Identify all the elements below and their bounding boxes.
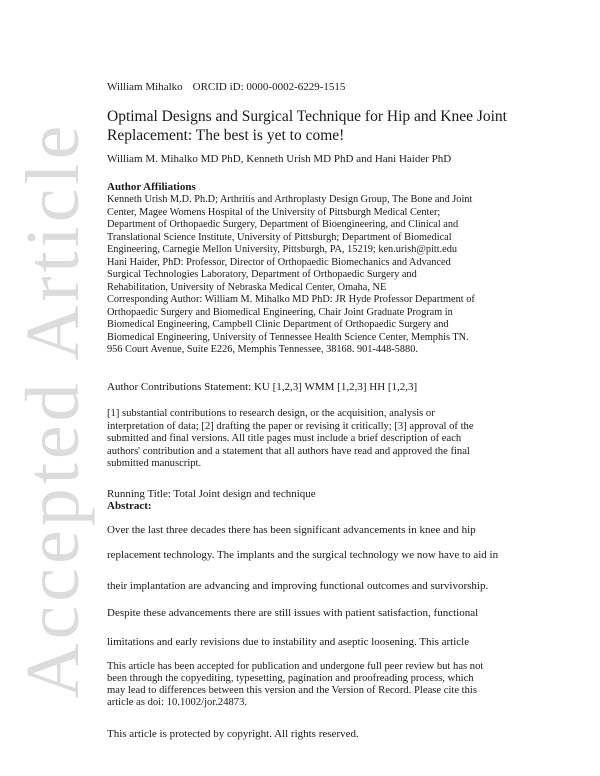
author-list: William M. Mihalko MD PhD, Kenneth Urish MD PhD and Hani Haider PhD: [107, 153, 452, 165]
header-author: William Mihalko: [107, 81, 183, 93]
accepted-article-watermark: Accepted Article: [11, 121, 95, 699]
abstract-line: replacement technology. The implants and the surgical technology we now have to aid in: [107, 549, 499, 561]
disclaimer-line: may lead to differences between this version and the Version of Record. Please cite this: [107, 685, 477, 696]
affiliation-line: Hani Haider, PhD: Professor, Director of Orthopaedic Biomechanics and Advanced: [107, 256, 451, 268]
paper-title: [107, 107, 527, 145]
author-contributions-statement: Author Contributions Statement: KU [1,2,3] WMM [1,2,3] HH [1,2,3]: [107, 381, 418, 393]
affiliations-text: [107, 194, 527, 357]
abstract-line: limitations and early revisions due to instability and aseptic loosening. This article: [107, 636, 470, 648]
criteria-line: submitted and final versions. All title pages must include a brief description of each: [107, 433, 462, 444]
publication-disclaimer: [107, 661, 527, 709]
criteria-line: authors' contribution and a statement that all authors have read and approved the final: [107, 445, 470, 457]
affiliation-line: 956 Court Avenue, Suite E226, Memphis Tennessee, 38168. 901-448-5880.: [107, 344, 418, 355]
contribution-criteria: [107, 408, 527, 471]
affiliation-line: Center, Magee Womens Hospital of the University of Pittsburgh Medical Center;: [107, 206, 441, 218]
affiliation-line: Kenneth Urish M.D. Ph.D; Arthritis and Arthroplasty Design Group, The Bone and Joint: [107, 194, 473, 205]
paper-title-line: Optimal Designs and Surgical Technique for Hip and Knee Joint: [107, 108, 507, 125]
abstract-line: Over the last three decades there has been significant advancements in knee and hip: [107, 524, 476, 536]
affiliation-line: Engineering, Carnegie Mellon University, Pittsburgh, PA, 15219; ken.urish@pitt.edu: [107, 244, 458, 255]
criteria-line: submitted manuscript.: [107, 458, 202, 469]
criteria-line: [1] substantial contributions to research design, or the acquisition, analysis or: [107, 408, 435, 419]
orcid-id-link[interactable]: ORCID iD: 0000-0002-6229-1515: [192, 81, 346, 93]
disclaimer-line: article as doi: 10.1002/jor.24873.: [107, 697, 248, 708]
affiliation-line: Biomedical Engineering, University of Tennessee Health Science Center, Memphis TN.: [107, 331, 469, 343]
affiliation-line: Translational Science Institute, University of Pittsburgh; Department of Biomedical: [107, 231, 452, 243]
affiliation-line: Rehabilitation, University of Nebraska Medical Center, Omaha, NE: [107, 281, 387, 293]
running-title: Running Title: Total Joint design and technique: [107, 488, 316, 500]
paper-title-line: Replacement: The best is yet to come!: [107, 127, 345, 144]
abstract-line: Despite these advancements there are still issues with patient satisfaction, functional: [107, 607, 479, 619]
affiliation-line: Orthopaedic Surgery and Biomedical Engineering, Chair Joint Graduate Program in: [107, 306, 453, 318]
abstract-line: their implantation are advancing and improving functional outcomes and survivorship.: [107, 580, 489, 592]
disclaimer-line: been through the copyediting, typesetting, pagination and proofreading process, which: [107, 673, 474, 684]
copyright-notice: This article is protected by copyright. All rights reserved.: [107, 728, 359, 740]
disclaimer-line: This article has been accepted for publication and undergone full peer review but has not: [107, 661, 484, 672]
affiliation-line: Biomedical Engineering, Campbell Clinic Department of Orthopaedic Surgery and: [107, 319, 449, 330]
criteria-line: interpretation of data; [2] drafting the paper or revising it critically; [3] approval of the: [107, 420, 474, 432]
affiliations-heading: Author Affiliations: [107, 181, 196, 193]
affiliation-line: Corresponding Author: William M. Mihalko MD PhD: JR Hyde Professor Department of: [107, 294, 475, 305]
affiliation-line: Department of Orthopaedic Surgery, Department of Bioengineering, and Clinical and: [107, 219, 459, 230]
orcid-header: [107, 81, 527, 94]
affiliation-line: Surgical Technologies Laboratory, Department of Orthopaedic Surgery and: [107, 269, 417, 280]
abstract-heading: Abstract:: [107, 500, 152, 512]
